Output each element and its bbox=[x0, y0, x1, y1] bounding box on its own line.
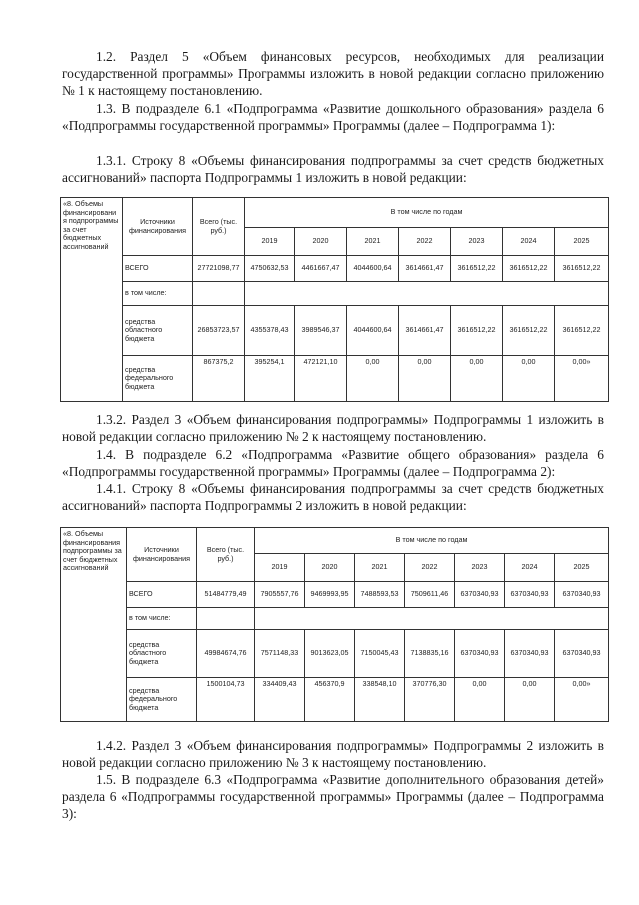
value-cell: 7509611,46 bbox=[405, 582, 455, 608]
value-cell: 4044600,64 bbox=[347, 256, 399, 282]
table-row bbox=[61, 282, 609, 306]
total-header: Всего (тыс. руб.) bbox=[193, 198, 245, 256]
year-header: 2022 bbox=[405, 554, 455, 582]
value-cell: 0,00 bbox=[399, 356, 451, 402]
year-header: 2023 bbox=[451, 228, 503, 256]
year-header: 2022 bbox=[399, 228, 451, 256]
value-cell: 334409,43 bbox=[255, 678, 305, 722]
financing-table-2 bbox=[60, 527, 609, 722]
value-cell: 3616512,22 bbox=[503, 256, 555, 282]
value-cell: 0,00 bbox=[451, 356, 503, 402]
total-cell: 867375,2 bbox=[193, 356, 245, 402]
value-cell: 0,00» bbox=[555, 356, 609, 402]
value-cell: 9469993,95 bbox=[305, 582, 355, 608]
paragraph-1-4: 1.4. В подразделе 6.2 «Подпрограмма «Развитие общего образования» раздела 6 «Подпрограммы государственной программы» Программы (далее – Подпрограмма 2): bbox=[62, 447, 604, 480]
value-cell: 6370340,93 bbox=[455, 582, 505, 608]
value-cell: 7138835,16 bbox=[405, 630, 455, 678]
value-cell: 3616512,22 bbox=[503, 306, 555, 356]
source-cell: ВСЕГО bbox=[123, 256, 193, 282]
year-header: 2025 bbox=[555, 228, 609, 256]
source-cell: в том числе: bbox=[127, 608, 197, 630]
value-cell: 6370340,93 bbox=[455, 630, 505, 678]
paragraph-1-5: 1.5. В подразделе 6.3 «Подпрограмма «Развитие дополнительного образования детей» раздела 6 «Подпрограммы государственной программы» Программы (далее – Подпрограмма 3): bbox=[62, 772, 604, 822]
total-cell: 26853723,57 bbox=[193, 306, 245, 356]
value-cell: 472121,10 bbox=[295, 356, 347, 402]
value-cell: 4750632,53 bbox=[245, 256, 295, 282]
total-cell: 1500104,73 bbox=[197, 678, 255, 722]
value-cell: 0,00 bbox=[505, 678, 555, 722]
paragraph-1-3-1: 1.3.1. Строку 8 «Объемы финансирования подпрограммы за счет средств бюджетных ассигнований» паспорта Подпрограммы 1 изложить в новой редакции: bbox=[62, 153, 604, 186]
sources-header: Источники финансирования bbox=[127, 528, 197, 582]
paragraph-1-4-1: 1.4.1. Строку 8 «Объемы финансирования подпрограммы за счет средств бюджетных ассигнований» паспорта Подпрограммы 2 изложить в новой редакции: bbox=[62, 481, 604, 514]
value-cell: 338548,10 bbox=[355, 678, 405, 722]
value-cell: 3616512,22 bbox=[555, 256, 609, 282]
value-cell: 3614661,47 bbox=[399, 256, 451, 282]
value-cell: 4461667,47 bbox=[295, 256, 347, 282]
table-row bbox=[61, 306, 609, 356]
total-header: Всего (тыс. руб.) bbox=[197, 528, 255, 582]
source-cell: в том числе: bbox=[123, 282, 193, 306]
value-cell: 9013623,05 bbox=[305, 630, 355, 678]
total-cell: 27721098,77 bbox=[193, 256, 245, 282]
total-cell: 49984674,76 bbox=[197, 630, 255, 678]
year-header: 2023 bbox=[455, 554, 505, 582]
value-cell: 0,00 bbox=[347, 356, 399, 402]
value-cell: 4044600,64 bbox=[347, 306, 399, 356]
value-cell: 3616512,22 bbox=[451, 306, 503, 356]
value-cell: 0,00» bbox=[555, 678, 609, 722]
year-header: 2021 bbox=[347, 228, 399, 256]
paragraph-1-2: 1.2. Раздел 5 «Объем финансовых ресурсов, необходимых для реализации государственной программы» Программы изложить в новой редакции согласно приложению № 1 к настоящему постановлению. bbox=[62, 49, 604, 99]
financing-table-1 bbox=[60, 197, 609, 402]
value-cell: 0,00 bbox=[455, 678, 505, 722]
table-row bbox=[61, 678, 609, 722]
value-cell: 6370340,93 bbox=[555, 582, 609, 608]
value-cell: 3616512,22 bbox=[555, 306, 609, 356]
value-cell: 6370340,93 bbox=[505, 630, 555, 678]
paragraph-1-3: 1.3. В подразделе 6.1 «Подпрограмма «Развитие дошкольного образования» раздела 6 «Подпрограммы государственной программы» Программы (далее – Подпрограмма 1): bbox=[62, 101, 604, 134]
value-cell: 370776,30 bbox=[405, 678, 455, 722]
table-row bbox=[61, 630, 609, 678]
source-cell: ВСЕГО bbox=[127, 582, 197, 608]
paragraph-1-4-2: 1.4.2. Раздел 3 «Объем финансирования подпрограммы» Подпрограммы 2 изложить в новой редакции согласно приложению № 3 к настоящему постановлению. bbox=[62, 738, 604, 771]
year-header: 2024 bbox=[505, 554, 555, 582]
table-row bbox=[61, 256, 609, 282]
value-cell: 6370340,93 bbox=[555, 630, 609, 678]
source-cell: средства федерального бюджета bbox=[123, 356, 193, 402]
table-row-label: «8. Объемы финансирования подпрограммы за счет бюджетных ассигнований bbox=[61, 198, 123, 402]
value-cell: 0,00 bbox=[503, 356, 555, 402]
value-cell: 7905557,76 bbox=[255, 582, 305, 608]
table-row bbox=[61, 608, 609, 630]
value-cell: 7571148,33 bbox=[255, 630, 305, 678]
year-header: 2019 bbox=[255, 554, 305, 582]
total-cell: 51484779,49 bbox=[197, 582, 255, 608]
source-cell: средства областного бюджета bbox=[123, 306, 193, 356]
value-cell: 7150045,43 bbox=[355, 630, 405, 678]
source-cell: средства областного бюджета bbox=[127, 630, 197, 678]
year-header: 2021 bbox=[355, 554, 405, 582]
year-header: 2020 bbox=[305, 554, 355, 582]
year-header: 2025 bbox=[555, 554, 609, 582]
year-header: 2020 bbox=[295, 228, 347, 256]
paragraph-1-3-2: 1.3.2. Раздел 3 «Объем финансирования подпрограммы» Подпрограммы 1 изложить в новой редакции согласно приложению № 2 к настоящему постановлению. bbox=[62, 412, 604, 445]
sources-header: Источники финансирования bbox=[123, 198, 193, 256]
year-header: 2019 bbox=[245, 228, 295, 256]
years-group-header: В том числе по годам bbox=[245, 198, 609, 228]
years-group-header: В том числе по годам bbox=[255, 528, 609, 554]
value-cell: 456370,9 bbox=[305, 678, 355, 722]
value-cell: 3989546,37 bbox=[295, 306, 347, 356]
value-cell: 3614661,47 bbox=[399, 306, 451, 356]
table-row bbox=[61, 582, 609, 608]
source-cell: средства федерального бюджета bbox=[127, 678, 197, 722]
value-cell: 7488593,53 bbox=[355, 582, 405, 608]
table-row-label: «8. Объемы финансирования подпрограммы за счет бюджетных ассигнований bbox=[61, 528, 127, 722]
value-cell: 395254,1 bbox=[245, 356, 295, 402]
table-row bbox=[61, 356, 609, 402]
year-header: 2024 bbox=[503, 228, 555, 256]
value-cell: 3616512,22 bbox=[451, 256, 503, 282]
value-cell: 4355378,43 bbox=[245, 306, 295, 356]
value-cell: 6370340,93 bbox=[505, 582, 555, 608]
